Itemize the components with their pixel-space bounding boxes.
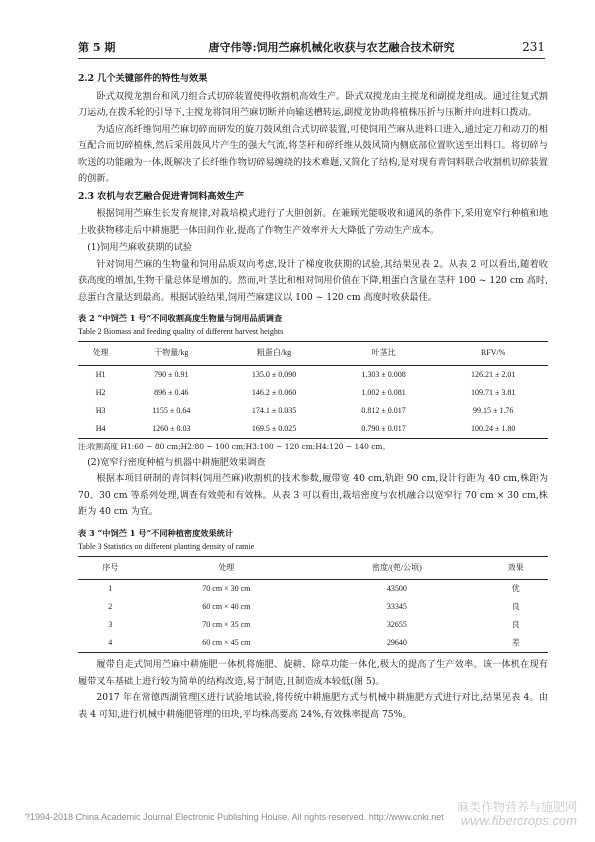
table-cell: 1.002 ± 0.081: [361, 387, 406, 397]
section-heading-2-3: 2.3 农机与农艺融合促进青饲料高效生产: [78, 190, 245, 202]
table-cell: 169.5 ± 0.025: [219, 420, 329, 439]
table-cell: 43500: [386, 584, 407, 593]
column-header: RFV/%: [438, 342, 548, 366]
table-row: [78, 384, 548, 402]
paragraph: 根据本项目研制的青饲料(饲用苎麻)收割机的技术参数,履带宽 40 cm,轨距 90 cm,设计行距为 40 cm,株距为 70、30 cm 等系列处理,调查有效蔸和有效株。从表 3 可以看出,栽培密度与农机融合以宽窄行 70 cm × 30 cm,株距为 40 cm 为宜。: [78, 473, 548, 517]
table-cell: 4: [78, 634, 142, 653]
table-cell: 100.24 ± 1.80: [438, 420, 548, 439]
table-row: [78, 634, 548, 653]
table-header-row: [78, 556, 548, 580]
subsection-heading: (1)饲用苎麻收获期的试验: [87, 242, 193, 253]
column-header: 干物量/kg: [123, 342, 219, 366]
watermark-url: www.fibercrops.com: [460, 813, 577, 828]
page-number: 231: [522, 40, 545, 54]
table-cell: 70 cm × 30 cm: [202, 584, 251, 593]
table-row: [78, 420, 548, 439]
copyright-footer: ?1994-2018 China Academic Journal Electronic Publishing House. All rights reserved. http://www.cnki.net: [25, 812, 444, 822]
watermark-text: 麻类作物营养与施肥网: [456, 800, 577, 814]
table-cell: 33345: [386, 602, 407, 611]
table-cell: 135.0 ± 0.090: [251, 369, 297, 379]
table2-caption-en: Table 2 Biomass and feeding quality of different harvest heights: [78, 327, 284, 336]
table2-note: 注:收割高度 H1:60 ~ 80 cm;H2:80 ~ 100 cm;H3:100 ~ 120 cm;H4:120 ~ 140 cm。: [78, 441, 391, 451]
table-cell: 3: [108, 620, 113, 629]
table-cell: 99.15 ± 1.76: [473, 405, 514, 415]
table-cell: 0.790 ± 0.017: [329, 420, 439, 439]
column-header: 处理: [142, 556, 310, 580]
table-row: [78, 402, 548, 420]
table-cell: 良: [511, 602, 520, 611]
table-cell: 优: [511, 584, 520, 593]
column-header: 序号: [78, 556, 142, 580]
table-cell: 790 ± 0.91: [154, 369, 189, 379]
table3-caption-en: Table 3 Statistics on different planting density of ramie: [78, 541, 255, 551]
table-cell: 896 ± 0.46: [154, 387, 189, 397]
paragraph: 根据饲用苎麻生长发育规律,对栽培模式进行了大胆创新。在兼顾光能吸收和通风的条件下,采用宽窄行种植和地上收获物移走后中耕施肥一体田间作业,提高了作物生产效率并大大降低了劳动生产成本。: [78, 208, 548, 236]
column-header: 效果: [484, 556, 548, 580]
table-cell: 32655: [386, 620, 407, 629]
paragraph: 卧式双搅龙割台和风刀组合式切碎装置使得收割机高效生产。卧式双搅龙由主搅龙和副搅龙组成。通过往复式割刀运动,在拨禾轮的引导下,主搅龙将饲用苎麻切断并向输送槽转运,副搅龙协助将植株压折与压断并向进料口拨动。: [78, 90, 548, 118]
watermark: [457, 800, 577, 828]
table-cell: 126.21 ± 2.01: [471, 369, 516, 379]
running-header: [78, 36, 545, 59]
issue-number: 第 5 期: [78, 41, 116, 54]
table-cell: 174.1 ± 0.035: [251, 405, 297, 415]
table-cell: H4: [78, 420, 123, 439]
table-cell: 146.2 ± 0.060: [251, 387, 297, 397]
table-row: [78, 365, 548, 384]
table-cell: H1: [95, 369, 106, 379]
running-title: 唐守伟等:饲用苎麻机械化收获与农艺融合技术研究: [208, 41, 455, 54]
table-cell: 29640: [310, 634, 483, 653]
table3-caption-cn: 表 3 “中饲苎 1 号”不同种植密度效果统计: [78, 527, 234, 538]
table-cell: 0.812 ± 0.017: [361, 405, 406, 415]
table2-caption-cn: 表 2 “中饲苎 1 号”不同收割高度生物量与饲用品质调查: [78, 313, 283, 323]
table-cell: 良: [511, 620, 520, 629]
table3: [78, 556, 548, 654]
section-heading-2-2: 2.2 几个关键部件的特性与效果: [78, 73, 208, 84]
paragraph: 针对饲用苎麻的生物量和饲用品质双向考虑,设计了梯度收获期的试验,其结果见表 2。从表 2 可以看出,随着收获高度的增加,生物干量总体是增加的。然而,叶茎比和相对饲用价值在下降,粗蛋白含量在茎秆 100 ~ 120 cm 高时,总蛋白含量达到最高。根据试验结果,饲用苎麻建议以 100 ~ 120 cm 高度时收获最佳。: [78, 258, 548, 303]
column-header: 叶茎比: [329, 342, 439, 366]
table-row: [78, 616, 548, 634]
table-header-row: [78, 342, 548, 366]
table-row: [78, 598, 548, 616]
subsection-heading: (2)宽窄行密度种植与机器中耕施肥效果调查: [87, 456, 266, 468]
table-row: [78, 580, 548, 599]
table-cell: 1155 ± 0.64: [152, 405, 191, 415]
table-cell: H2: [95, 387, 106, 397]
article-body: [78, 70, 548, 723]
paragraph: 为适应高纤维饲用苎麻切碎而研发的旋刀鼓风组合式切碎装置,可使饲用苎麻从进料口进入,通过定刀和动刀的相互配合而切碎植株,然后采用鼓风片产生的强大气流,将茎秆和碎纤维从鼓风筒内侧底部位置吹送至出料口。将切碎与吹送的功能融为一体,既解决了长纤维作物切碎易缠绕的技术难题,又简化了结构,是对现有青饲料联合收割机切碎装置的创新。: [78, 123, 548, 184]
table2: [78, 341, 548, 439]
table-cell: 1.303 ± 0.008: [361, 369, 406, 379]
table-cell: 60 cm × 40 cm: [202, 602, 251, 611]
table-cell: 70 cm × 35 cm: [202, 620, 251, 629]
table-cell: 60 cm × 45 cm: [142, 634, 310, 653]
column-header: 粗蛋白/kg: [219, 342, 329, 366]
table-cell: 1: [108, 584, 113, 593]
table-cell: 1260 ± 0.03: [123, 420, 219, 439]
paragraph: 2017 年在常德西湖管理区进行试验地试验,将传统中耕施肥方式与机械中耕施肥方式进行对比,结果见表 4。由表 4 可知,进行机械中耕施肥管理的田块,平均株高要高 24%,有效株率提高 75%。: [78, 692, 548, 720]
table-cell: 109.71 ± 3.81: [471, 387, 516, 397]
table-cell: 差: [484, 634, 548, 653]
column-header: 密度/(蔸/公顷): [310, 556, 483, 580]
column-header: 处理: [78, 342, 123, 366]
paragraph: 履带自走式饲用苎麻中耕施肥一体机将施肥、旋耕、除草功能一体化,极大的提高了生产效率。该一体机在现有履带叉车基础上进行较为简单的结构改造,易于制造,且制造成本较低(图 5)。: [78, 659, 548, 687]
table-cell: 2: [108, 602, 113, 611]
table-cell: H3: [95, 405, 106, 415]
